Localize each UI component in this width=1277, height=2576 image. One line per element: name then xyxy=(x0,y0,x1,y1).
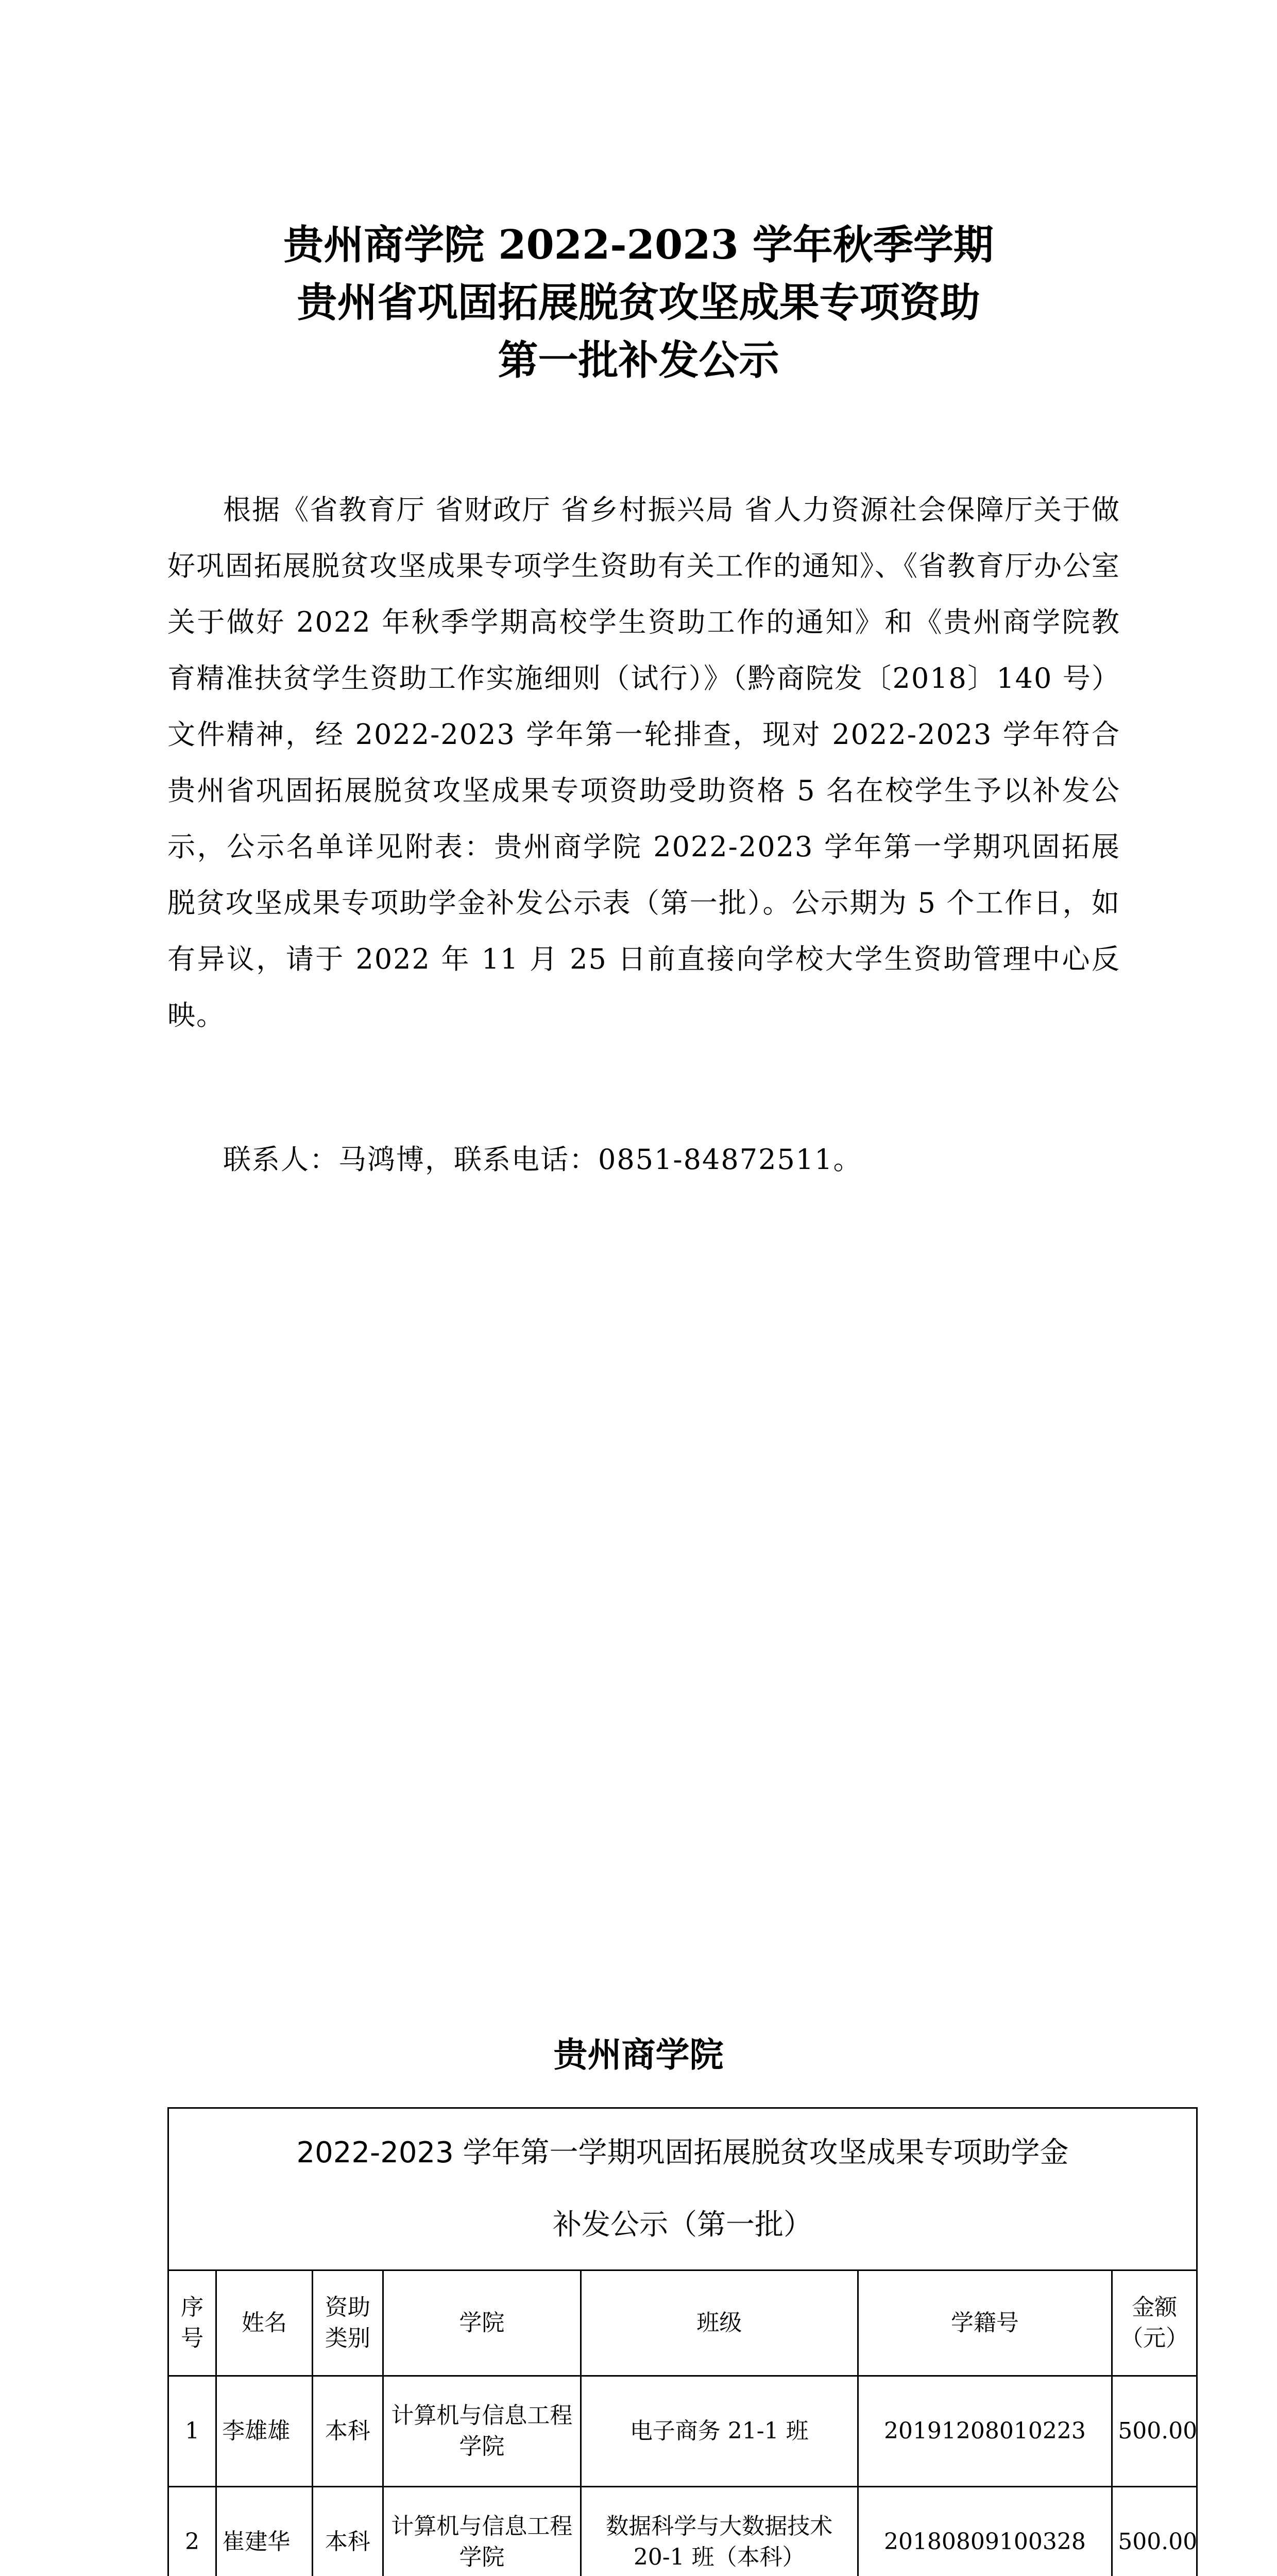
attachment-org-title: 贵州商学院 xyxy=(553,2035,724,2075)
header-name: 姓名 xyxy=(216,2270,313,2376)
table-header-row xyxy=(168,2270,1197,2376)
subsidy-table xyxy=(167,2107,1198,2576)
cell-name: 李雄雄 xyxy=(216,2376,313,2487)
cell-amount: 500.00 xyxy=(1112,2487,1197,2576)
cell-class: 数据科学与大数据技术 20-1 班（本科） xyxy=(581,2487,858,2576)
header-class: 班级 xyxy=(581,2270,858,2376)
cell-class: 电子商务 21-1 班 xyxy=(581,2376,858,2487)
cell-no: 2 xyxy=(168,2487,216,2576)
cell-student-id: 20191208010223 xyxy=(858,2376,1112,2487)
header-student-id: 学籍号 xyxy=(858,2270,1112,2376)
header-type: 资助类别 xyxy=(312,2270,383,2376)
cell-college: 计算机与信息工程学院 xyxy=(383,2376,581,2487)
document-title-line-1: 贵州商学院 2022-2023 学年秋季学期 xyxy=(283,222,994,268)
cell-type: 本科 xyxy=(312,2487,383,2576)
cell-student-id: 20180809100328 xyxy=(858,2487,1112,2576)
header-college: 学院 xyxy=(383,2270,581,2376)
contact-line: 联系人：马鸿博，联系电话：0851-84872511。 xyxy=(223,1143,862,1176)
header-amount: 金额（元） xyxy=(1112,2270,1197,2376)
cell-no: 1 xyxy=(168,2376,216,2487)
table-row xyxy=(168,2376,1197,2487)
table-caption-line-2: 补发公示（第一批） xyxy=(553,2208,812,2242)
header-no: 序号 xyxy=(168,2270,216,2376)
table-caption xyxy=(168,2108,1197,2270)
notice-paragraph: 根据《省教育厅 省财政厅 省乡村振兴局 省人力资源社会保障厅关于做好巩固拓展脱贫攻坚成果专项学生资助有关工作的通知》、《省教育厅办公室关于做好 2022 年秋季学期高校学生资助工作的通知》和《贵州商学院教育精准扶贫学生资助工作实施细则（试行）》（黔商院发〔2018〕140 号）文件精神，经 2022-2023 学年第一轮排查，现对 2022-2023 学年符合贵州省巩固拓展脱贫攻坚成果专项资助受助资格 5 名在校学生予以补发公示，公示名单详见附表：贵州商学院 2022-2023 学年第一学期巩固拓展脱贫攻坚成果专项助学金补发公示表（第一批）。公示期为 5 个工作日，如有异议，请于 2022 年 11 月 25 日前直接向学校大学生资助管理中心反映。 xyxy=(167,494,1120,1031)
cell-amount: 500.00 xyxy=(1112,2376,1197,2487)
cell-type: 本科 xyxy=(312,2376,383,2487)
document-title-line-3: 第一批补发公示 xyxy=(498,337,779,384)
cell-college: 计算机与信息工程学院 xyxy=(383,2487,581,2576)
document-title-line-2: 贵州省巩固拓展脱贫攻坚成果专项资助 xyxy=(297,279,980,326)
table-row xyxy=(168,2487,1197,2576)
cell-name: 崔建华 xyxy=(216,2487,313,2576)
table-caption-line-1: 2022-2023 学年第一学期巩固拓展脱贫攻坚成果专项助学金 xyxy=(296,2136,1069,2170)
